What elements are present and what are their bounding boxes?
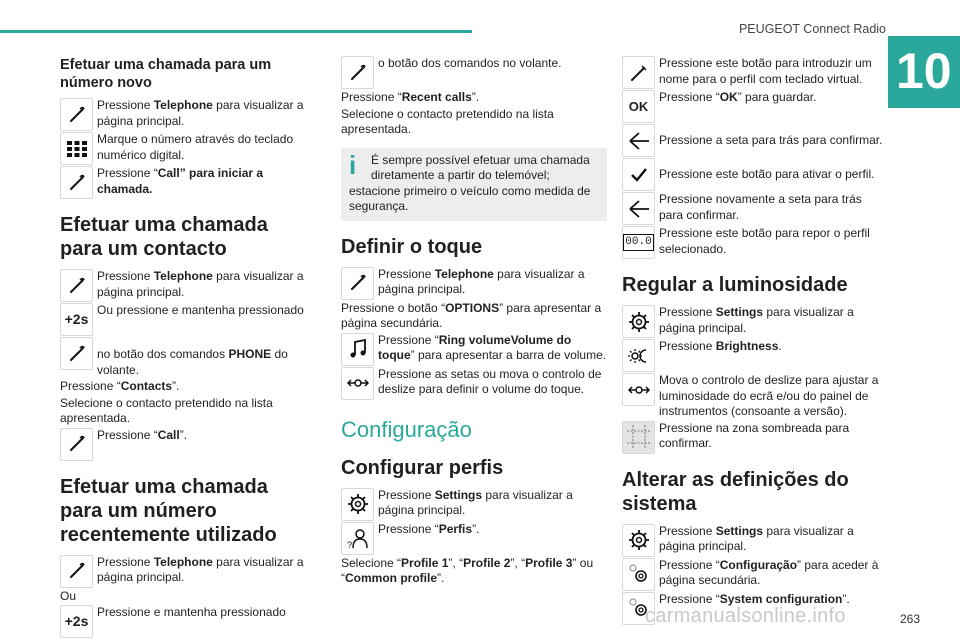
step-name-profile	[622, 56, 888, 89]
heading-recent: Efetuar uma chamada para um número recentemente utilizado	[60, 475, 277, 546]
slider-icon	[341, 367, 374, 400]
step-slider	[341, 367, 607, 400]
gear-icon	[341, 488, 374, 521]
paragraph	[341, 301, 607, 332]
text-bold: Telephone	[153, 269, 213, 283]
text: ”, “	[448, 555, 464, 570]
step-telephone	[60, 555, 312, 588]
gear-icon	[622, 558, 655, 591]
text-bold: Call” para iniciar a chamada.	[97, 166, 264, 196]
text: Pressione “	[97, 427, 158, 442]
text: Pressione “	[60, 379, 121, 393]
shaded-zone-icon	[622, 421, 655, 454]
text: Pressione	[659, 305, 716, 319]
phone-icon	[60, 269, 93, 302]
text-bold: Configuração	[719, 557, 798, 572]
step-hold	[60, 303, 312, 336]
step-telephone	[341, 267, 607, 300]
phone-icon	[341, 56, 374, 89]
back-arrow-icon	[622, 124, 655, 157]
text: Pressione o botão “	[341, 300, 446, 315]
text-bold: Settings	[715, 523, 764, 538]
chapter-tab	[888, 36, 960, 108]
text: .	[778, 339, 782, 353]
phone-icon	[60, 555, 93, 588]
header-title: PEUGEOT Connect Radio	[738, 22, 886, 36]
step-ring-volume	[341, 333, 607, 366]
paragraph	[341, 556, 607, 587]
music-note-icon	[341, 333, 374, 366]
profile-icon	[341, 522, 374, 555]
text: Pressione e mantenha pressionado	[97, 605, 286, 619]
text: ” para guardar.	[737, 90, 817, 104]
heading-ringtone: Definir o toque	[341, 235, 483, 258]
text-bold: Telephone	[434, 266, 494, 281]
text: no botão dos comandos	[97, 347, 229, 361]
info-icon: i	[349, 149, 357, 180]
text-bold: System configuration	[719, 591, 843, 606]
step-call	[60, 428, 312, 461]
text-bold: Settings	[434, 487, 483, 502]
text-bold: OK	[719, 90, 738, 104]
paragraph: Selecione o contacto pretendido na lista apresentada.	[60, 395, 273, 425]
watermark: carmanualsonline.info	[645, 605, 846, 627]
text: ” para aceder à página secundária.	[659, 557, 879, 587]
text: ”.	[842, 591, 850, 606]
step-settings	[622, 305, 888, 338]
text: ”.	[172, 379, 180, 393]
text: Pressione	[97, 98, 154, 112]
text: ” para apresentar a barra de volume.	[410, 348, 607, 362]
slider-icon	[622, 373, 655, 406]
phone-icon	[60, 166, 93, 199]
svg-text:?: ?	[346, 540, 352, 550]
step-ok	[622, 90, 888, 123]
check-icon	[622, 158, 655, 191]
text: Pressione as setas ou mova o controlo de deslize para definir o volume do toque.	[378, 366, 602, 396]
text-bold: Settings	[715, 305, 764, 319]
text: Marque o número através do teclado numérico digital.	[97, 132, 294, 162]
text: Ou pressione e mantenha pressionado	[97, 303, 304, 317]
section-configuration: Configuração	[341, 416, 472, 442]
text-bold: Recent calls	[401, 90, 472, 104]
text: ”.	[471, 90, 480, 104]
phone-icon	[341, 267, 374, 300]
text-bold: Common profile	[345, 571, 437, 585]
text-bold: Contacts	[120, 379, 173, 393]
text: Pressione	[378, 266, 435, 281]
text: para visualizar a página principal.	[97, 554, 304, 584]
step-wheel-button	[341, 56, 607, 89]
column-3	[622, 56, 888, 626]
text-bold: Telephone	[153, 554, 213, 569]
pencil-icon	[622, 56, 655, 89]
step-settings	[341, 488, 607, 521]
step-telephone	[60, 98, 312, 131]
text: Pressione na zona sombreada para confirmar.	[659, 420, 850, 450]
text: para visualizar a página principal.	[378, 487, 573, 517]
text: ”.	[179, 427, 188, 442]
step-telephone	[60, 269, 312, 302]
text: Pressione	[659, 339, 716, 353]
heading-new-number: Efetuar uma chamada para um número novo	[60, 57, 272, 91]
text: Pressione “	[659, 90, 720, 104]
text-bold: Profile 2	[463, 555, 511, 570]
step-shaded-zone	[622, 421, 888, 454]
brightness-icon	[622, 339, 655, 372]
text: Pressione este botão para ativar o perfil.	[659, 167, 875, 181]
column-1	[60, 56, 312, 639]
text: para visualizar a página principal.	[659, 305, 854, 335]
paragraph: Ou	[60, 588, 77, 603]
gear-icon	[622, 305, 655, 338]
text: do volante.	[97, 347, 288, 377]
text: Pressione “	[378, 521, 439, 536]
step-hold	[60, 605, 312, 638]
text: ”, “	[510, 555, 526, 570]
step-keypad	[60, 132, 312, 165]
text: Pressione “	[659, 557, 720, 572]
text-bold: Call	[157, 427, 180, 442]
text: Pressione este botão para repor o perfil selecionado.	[659, 226, 870, 256]
back-arrow-icon	[622, 192, 655, 225]
text: Pressione	[378, 487, 435, 502]
step-phone-button	[60, 337, 312, 378]
column-2	[341, 56, 607, 588]
step-brightness-slider	[622, 373, 888, 420]
keypad-icon	[60, 132, 93, 165]
text: para visualizar a página principal.	[97, 98, 304, 128]
gear-icon	[622, 524, 655, 557]
text-bold: Ring volumeVolume do toque	[378, 332, 572, 362]
phone-icon	[60, 337, 93, 370]
text: o botão dos comandos no volante.	[378, 56, 562, 70]
step-settings	[622, 524, 888, 557]
heading-brightness: Regular a luminosidade	[622, 274, 848, 296]
text-bold: Perfis	[438, 521, 473, 536]
hold-2s-label: +2s	[64, 612, 89, 629]
chapter-number: 10	[896, 43, 952, 99]
step-configuracao	[622, 558, 888, 591]
text: para visualizar a página principal.	[97, 269, 304, 299]
text: Mova o controlo de deslize para ajustar a luminosidade do ecrã e/ou do painel de instrumentos (consoante a versão).	[659, 373, 879, 418]
text-bold: Profile 3	[525, 555, 573, 570]
text: Pressione a seta para trás para confirmar.	[659, 133, 883, 147]
heading-system: Alterar as definições do sistema	[622, 468, 849, 515]
text: Pressione	[97, 554, 154, 569]
text: Pressione	[97, 269, 154, 283]
header-rule	[0, 30, 472, 33]
step-back-again	[622, 192, 888, 225]
text-bold: PHONE	[228, 347, 272, 361]
paragraph	[60, 379, 312, 395]
step-reset	[622, 226, 888, 259]
phone-icon	[60, 98, 93, 131]
hold-2s-icon	[60, 605, 93, 638]
hold-2s-label: +2s	[64, 310, 89, 327]
info-box	[341, 148, 607, 221]
heading-contact: Efetuar uma chamada para um contacto	[60, 214, 268, 260]
text: Pressione novamente a seta para trás para confirmar.	[659, 192, 862, 222]
paragraph: Selecione o contacto pretendido na lista apresentada.	[341, 106, 554, 136]
text: Pressione “	[97, 166, 158, 180]
phone-icon	[60, 428, 93, 461]
reset-icon	[622, 226, 655, 259]
page-number: 263	[899, 612, 920, 626]
text: para visualizar a página principal.	[659, 523, 854, 553]
text: ” ou “	[341, 555, 594, 585]
text: Pressione este botão para introduzir um nome para o perfil com teclado virtual.	[659, 56, 872, 86]
text: ”.	[437, 571, 445, 585]
info-text: estacione primeiro o veículo como medida de segurança.	[349, 183, 591, 213]
hold-2s-icon	[60, 303, 93, 336]
text-bold: Brightness	[715, 339, 779, 353]
step-profiles	[341, 522, 607, 555]
step-call	[60, 166, 312, 199]
text-bold: OPTIONS	[445, 300, 500, 315]
step-back	[622, 124, 888, 157]
ok-icon	[622, 90, 655, 123]
text-bold: Telephone	[153, 98, 213, 112]
text: Pressione “	[341, 90, 402, 104]
text: Pressione “	[659, 591, 720, 606]
text-bold: Profile 1	[401, 555, 449, 570]
text: Pressione “	[378, 332, 439, 347]
heading-profiles: Configurar perfis	[341, 456, 504, 479]
reset-label: 00.0	[623, 234, 653, 252]
step-activate	[622, 158, 888, 191]
text: Selecione “	[341, 555, 402, 570]
info-text: É sempre possível efetuar uma chamada diretamente a partir do telemóvel;	[371, 152, 590, 182]
step-brightness	[622, 339, 888, 372]
text: ”.	[472, 521, 480, 536]
paragraph	[341, 90, 607, 106]
text: para visualizar a página principal.	[378, 266, 585, 296]
text: Pressione	[659, 523, 716, 538]
text: ” para apresentar a página secundária.	[341, 300, 602, 330]
ok-label: OK	[628, 98, 649, 114]
